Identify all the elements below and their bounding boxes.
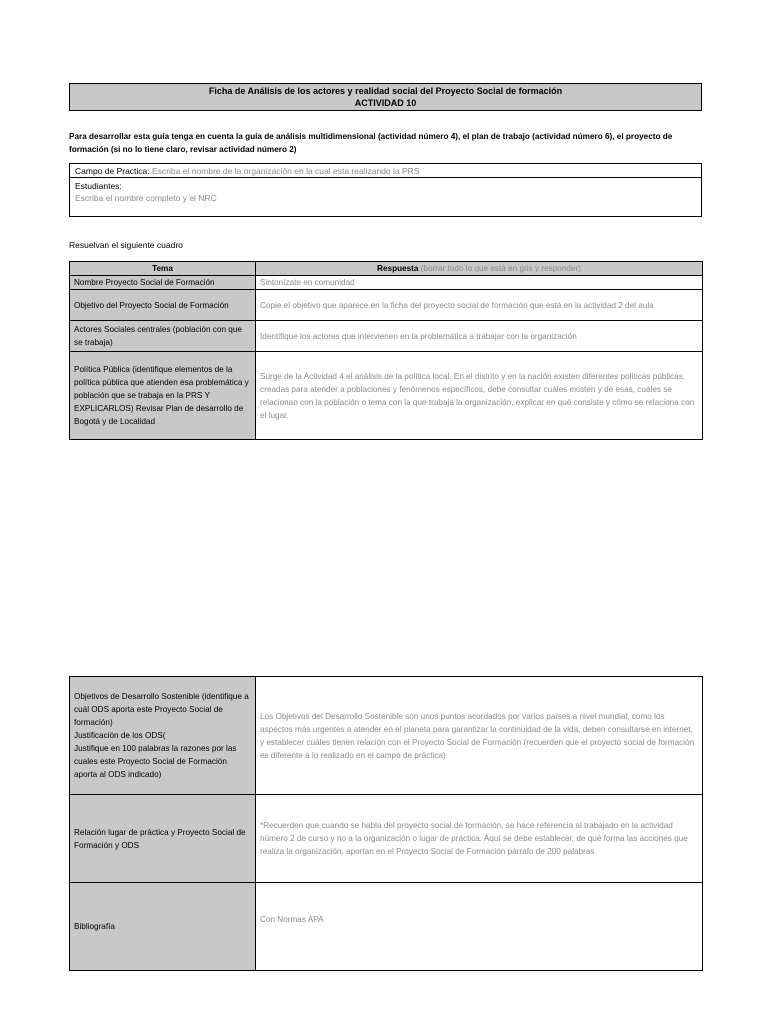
table-row — [70, 883, 703, 971]
campo-practica-box — [69, 163, 702, 217]
tema-line: Justifique en 100 palabras la razones por las cuales este Proyecto Social de Formación aporta al ODS indicado) — [74, 744, 237, 779]
resuelvan-label: Resuelvan el siguiente cuadro — [69, 240, 183, 250]
tema-line: Relación lugar de práctica y Proyecto Social de Formación y ODS — [74, 827, 246, 850]
table-row — [70, 677, 703, 795]
respuesta-cell[interactable]: Sintonízate en comunidad — [256, 276, 703, 290]
activity-number: ACTIVIDAD 10 — [354, 98, 417, 108]
tema-cell — [70, 677, 256, 795]
col-tema: Tema — [70, 262, 256, 276]
intro-text: Para desarrollar esta guía tenga en cuenta la guía de análisis multidimensional (actividad número 4), el plan de trabajo (actividad número 6), el proyecto de formación (si no lo tiene claro, revisar actividad número 2) — [69, 132, 673, 154]
respuesta-cell[interactable]: *Recuerden que cuando se habla del proyecto social de formación, se hace referencia al trabajado en la actividad número 2 de curso y no a la organización o lugar de práctica. Aquí se debe establecer, de qué forma las acciones que realiza la organización, aportan en el Proyecto Social de Formación párrafo de 200 palabras — [256, 795, 703, 883]
campo-practica-label: Campo de Practica: — [75, 166, 150, 176]
tema-cell — [70, 795, 256, 883]
tema-cell: Nombre Proyecto Social de Formación — [70, 276, 256, 290]
estudiantes-placeholder: Escriba el nombre completo y el NRC — [75, 193, 217, 203]
document-title-box — [69, 83, 702, 111]
respuesta-cell[interactable]: Surge de la Actividad 4 el análisis de la política local. En el distrito y en la nación existen diferentes políticas públicas, creadas para atender a poblaciones y fenómenos específicos, debe consultar cuáles existen y de esas, cuáles se relacionan con la población o tema con la que trabaja la organización, explicar en qué consiste y cómo se relaciona con el lugar. — [256, 352, 703, 440]
col-respuesta — [256, 262, 703, 276]
table-row — [70, 290, 703, 321]
campo-practica-row[interactable] — [70, 164, 701, 178]
ods-table — [69, 676, 703, 971]
campo-practica-placeholder: Escriba el nombre de la organización en la cual esta realizando la PRS — [152, 166, 420, 176]
tema-cell — [70, 883, 256, 971]
tema-line: Bibliografía — [74, 922, 115, 931]
tema-cell: Objetivo del Proyecto Social de Formación — [70, 290, 256, 321]
respuesta-cell[interactable]: Copie el objetivo que aparece en la ficha del proyecto social de formación que está en la actividad 2 del aula — [256, 290, 703, 321]
analysis-table — [69, 261, 703, 440]
tema-cell: Política Pública (identifique elementos de la política pública que atienden esa problemática y población que se trabaja en la PRS Y EXPLICARLOS) Revisar Plan de desarrollo de Bogotá y de Localidad — [70, 352, 256, 440]
table-row — [70, 276, 703, 290]
col-respuesta-label: Respuesta — [377, 263, 419, 273]
document-title: Ficha de Análisis de los actores y realidad social del Proyecto Social de formación — [208, 86, 563, 96]
table-header-row — [70, 262, 703, 276]
respuesta-cell[interactable]: Identifique los actores que intervienen en la problemática a trabajar con la organización — [256, 321, 703, 352]
estudiantes-row[interactable] — [70, 178, 701, 206]
table-row — [70, 352, 703, 440]
estudiantes-label: Estudiantes: — [75, 181, 122, 191]
tema-line: Justificación de los ODS( — [74, 731, 166, 740]
tema-cell: Actores Sociales centrales (población con que se trabaja) — [70, 321, 256, 352]
respuesta-cell[interactable]: Con Normas APA — [256, 883, 703, 971]
tema-line: Objetivos de Desarrollo Sostenible (identifique a cuál ODS aporta este Proyecto Social de formación) — [74, 692, 249, 727]
table-row — [70, 321, 703, 352]
respuesta-cell[interactable]: Los Objetivos del Desarrollo Sostenible son unos puntos acordados por varios países a nivel mundial, como los aspectos más urgentes a atender en el planeta para garantizar la continuidad de la vida, deben consultarse en internet, y establecer cuáles tienen relación con el Proyecto Social de Formación (recuerden que el proyecto social de formación es diferente a lo realizado en el campo de práctica) — [256, 677, 703, 795]
table-row — [70, 795, 703, 883]
col-respuesta-note: (borrar todo lo que está en gris y responder) — [420, 263, 581, 273]
